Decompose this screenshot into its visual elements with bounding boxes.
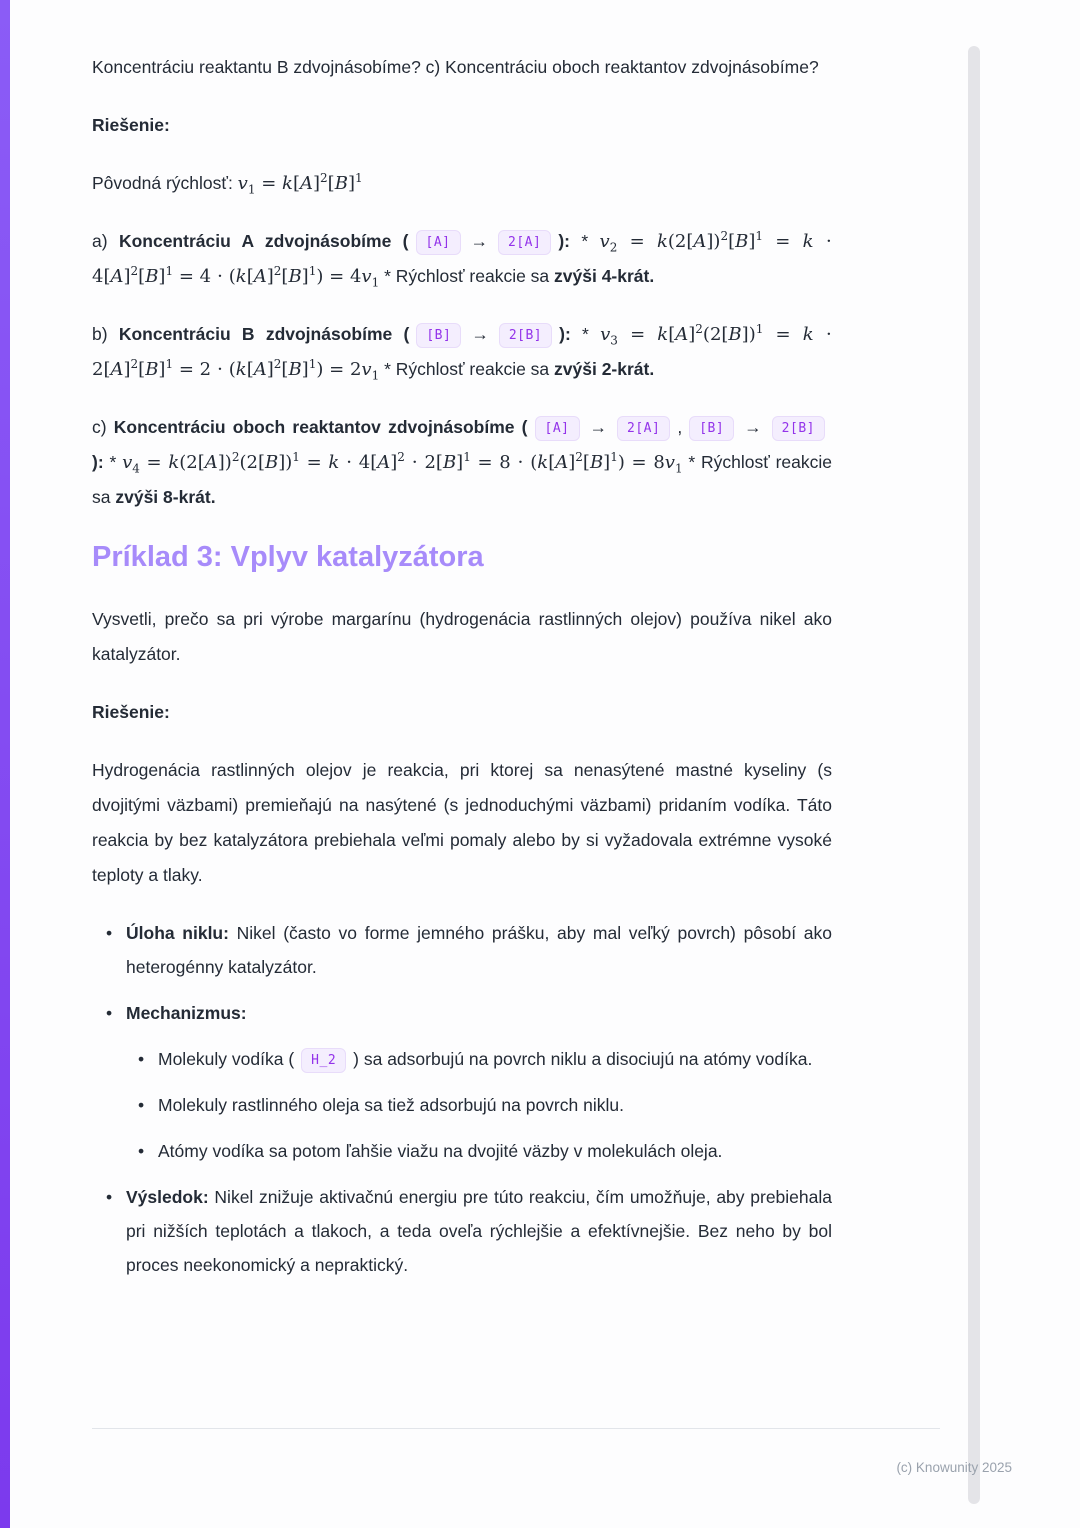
bold-text: zvýši 8-krát.	[115, 487, 216, 507]
code-chip: [B]	[689, 416, 734, 441]
text-run: *	[570, 324, 601, 344]
code-chip: [B]	[416, 323, 461, 348]
text-run: c)	[92, 417, 114, 437]
arrow-icon: →	[744, 417, 762, 437]
text-run: b)	[92, 324, 119, 344]
bold-text: Výsledok:	[126, 1187, 209, 1207]
bold-text: Mechanizmus:	[126, 1003, 247, 1023]
bold-text: ):	[559, 324, 571, 344]
list-item	[106, 996, 832, 1168]
bold-text: ):	[558, 231, 570, 251]
math-formula: $v_3 = k[A]^2(2[B])^1 = k \cdot 2[A]^2[B]^1 = 2 \cdot (k[A]^2[B]^1) = 2v_1$	[92, 322, 832, 383]
text-run: * Rýchlosť reakcie sa	[379, 266, 555, 286]
text-run: Vysvetli, prečo sa pri výrobe margarínu (hydrogenácia rastlinných olejov) používa nikel ako katalyzátor.	[92, 609, 832, 664]
bold-text: zvýši 2-krát.	[554, 359, 655, 379]
list-item	[138, 1088, 832, 1122]
paragraph	[92, 166, 832, 201]
bold-text: Koncentráciu B zdvojnásobíme (	[118, 324, 410, 344]
text-run: ,	[677, 417, 683, 437]
arrow-icon: →	[589, 417, 607, 437]
text-run: ) sa adsorbujú na povrch niklu a disociujú na atómy vodíka.	[353, 1049, 813, 1069]
document-body	[92, 50, 832, 1294]
text-run: Molekuly vodíka (	[158, 1049, 295, 1069]
footer-credit: (c) Knowunity 2025	[896, 1460, 1012, 1475]
text-run: a)	[92, 231, 119, 251]
arrow-icon: →	[471, 324, 489, 344]
text-run: Koncentráciu reaktantu B zdvojnásobíme? c) Koncentráciu oboch reaktantov zdvojnásobíme?	[92, 57, 819, 77]
math-formula: $v_4 = k(2[A])^2(2[B])^1 = k \cdot 4[A]^2 \cdot 2[B]^1 = 8 \cdot (k[A]^2[B]^1) = 8v_1$	[122, 450, 683, 476]
arrow-icon: →	[470, 231, 488, 251]
code-chip: 2[A]	[617, 416, 670, 441]
code-chip: [A]	[535, 416, 580, 441]
paragraph	[92, 753, 832, 893]
bold-text: Riešenie:	[92, 702, 170, 722]
list-item	[106, 916, 832, 984]
bullet-list	[126, 1042, 832, 1168]
paragraph	[92, 317, 832, 387]
bold-text: Riešenie:	[92, 115, 170, 135]
text-run: Nikel (často vo forme jemného prášku, aby mal veľký povrch) pôsobí ako heterogénny katalyzátor.	[126, 923, 832, 977]
bold-text: Koncentráciu A zdvojnásobíme (	[118, 231, 409, 251]
paragraph	[92, 224, 832, 294]
code-chip: 2[B]	[772, 416, 825, 441]
math-formula: $v_2 = k(2[A])^2[B]^1 = k \cdot 4[A]^2[B]^1 = 4 \cdot (k[A]^2[B]^1) = 4v_1$	[92, 229, 832, 290]
paragraph	[92, 602, 832, 672]
code-chip: 2[B]	[499, 323, 552, 348]
list-item	[138, 1134, 832, 1168]
list-item	[106, 1180, 832, 1282]
bullet-list	[92, 916, 832, 1282]
accent-bar	[0, 0, 10, 1528]
text-run: Hydrogenácia rastlinných olejov je reakcia, pri ktorej sa nenasýtené mastné kyseliny (s dvojitými väzbami) premieňajú na nasýtené (s jednoduchými väzbami) pridaním vodíka. Táto reakcia by bez katalyzátora prebiehala veľmi pomaly alebo by si vyžadovala extrémne vysoké teploty a tlaky.	[92, 760, 832, 885]
text-run: Nikel znižuje aktivačnú energiu pre túto reakciu, čím umožňuje, aby prebiehala pri nižších teplotách a tlakoch, a teda oveľa rýchlejšie a efektívnejšie. Bez neho by bol proces neekonomický a nepraktický.	[126, 1187, 832, 1275]
text-run: Pôvodná rýchlosť:	[92, 173, 238, 193]
paragraph	[92, 695, 832, 730]
code-chip: 2[A]	[498, 230, 551, 255]
code-chip: [A]	[416, 230, 461, 255]
text-run: *	[569, 231, 600, 251]
list-item	[138, 1042, 832, 1076]
text-run: *	[103, 452, 123, 472]
text-run: Atómy vodíka sa potom ľahšie viažu na dvojité väzby v molekulách oleja.	[158, 1141, 723, 1161]
bold-text: zvýši 4-krát.	[554, 266, 655, 286]
scrollbar-track[interactable]	[968, 46, 980, 1504]
divider	[92, 1428, 940, 1429]
section-heading: Príklad 3: Vplyv katalyzátora	[92, 541, 484, 573]
paragraph	[92, 50, 832, 85]
bold-text: ):	[92, 452, 104, 472]
text-run: * Rýchlosť reakcie sa	[92, 452, 832, 507]
text-run: * Rýchlosť reakcie sa	[379, 359, 555, 379]
bold-text: Koncentráciu oboch reaktantov zdvojnásobíme (	[113, 417, 528, 437]
text-run: Molekuly rastlinného oleja sa tiež adsorbujú na povrch niklu.	[158, 1095, 624, 1115]
bold-text: Úloha niklu:	[126, 923, 229, 943]
code-chip: H_2	[301, 1048, 346, 1073]
paragraph	[92, 108, 832, 143]
paragraph	[92, 410, 832, 515]
math-formula: $v_1 = k[A]^2[B]^1$	[237, 171, 363, 197]
